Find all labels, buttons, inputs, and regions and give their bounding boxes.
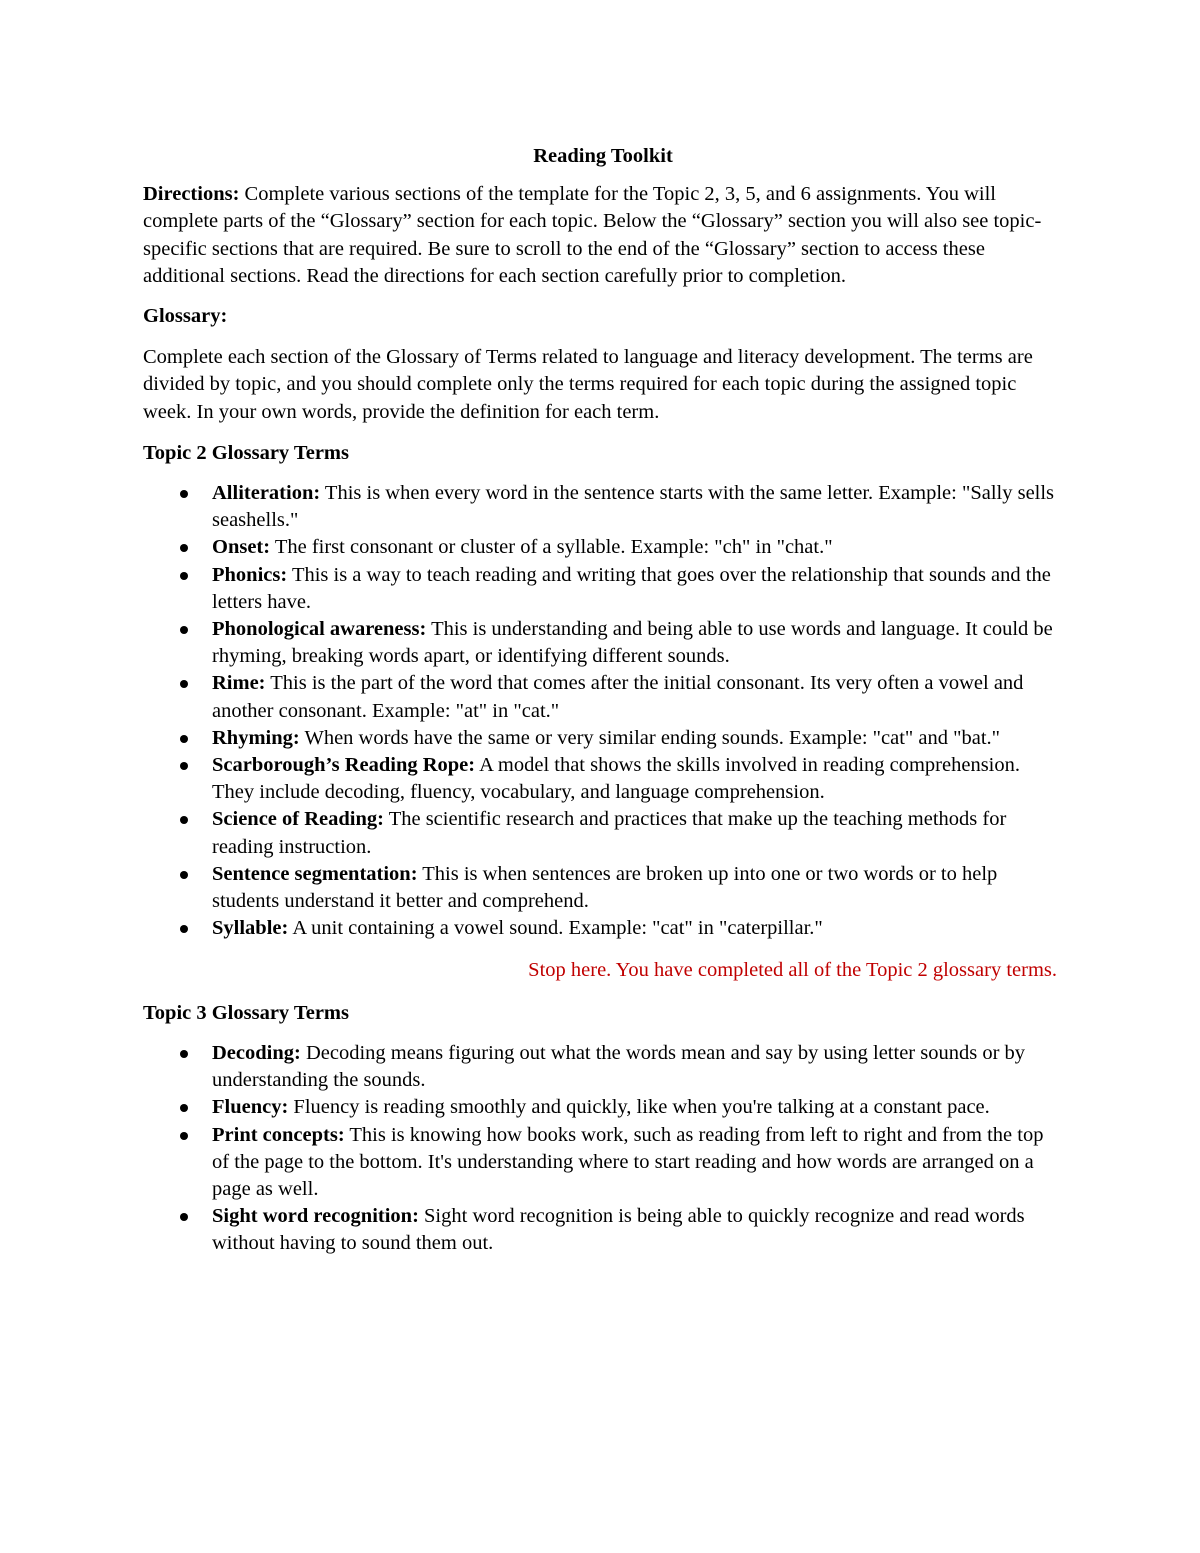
bullet-icon — [180, 762, 188, 770]
document-title: Reading Toolkit — [533, 145, 673, 167]
term-name: Sight word recognition: — [212, 1205, 419, 1228]
list-item — [143, 725, 1063, 752]
list-item — [143, 534, 1063, 561]
term-definition: A model that shows the skills involved in reading comprehension. They include decoding, fluency, vocabulary, and language comprehension. — [212, 754, 1021, 804]
topic-2-heading: Topic 2 Glossary Terms — [143, 441, 349, 464]
bullet-icon — [180, 680, 188, 688]
list-item — [143, 670, 1063, 724]
term-definition: This is when every word in the sentence starts with the same letter. Example: "Sally sells seashells." — [212, 482, 1055, 532]
bullet-icon — [180, 1132, 188, 1140]
term-definition: This is the part of the word that comes after the initial consonant. Its very often a vowel and another consonant. Example: "at" in "cat." — [212, 672, 1024, 722]
bullet-icon — [180, 735, 188, 743]
term-name: Fluency: — [212, 1096, 289, 1119]
term-definition: This is a way to teach reading and writing that goes over the relationship that sounds and the letters have. — [212, 563, 1051, 613]
directions-paragraph — [143, 181, 1063, 290]
term-name: Scarborough’s Reading Rope: — [212, 754, 476, 777]
term-name: Phonological awareness: — [212, 618, 427, 641]
term-name: Science of Reading: — [212, 808, 384, 831]
topic-2-term-list — [143, 480, 1063, 942]
list-item — [143, 806, 1063, 860]
term-definition: Decoding means figuring out what the words mean and say by using letter sounds or by understanding the sounds. — [212, 1041, 1026, 1092]
term-definition: The scientific research and practices that make up the teaching methods for reading instruction. — [212, 808, 1007, 858]
list-item — [143, 861, 1063, 915]
term-name: Rime: — [212, 672, 266, 695]
list-item — [143, 480, 1063, 534]
term-definition: A unit containing a vowel sound. Example: "cat" in "caterpillar." — [288, 917, 823, 940]
term-name: Alliteration: — [212, 482, 321, 505]
glossary-intro: Complete each section of the Glossary of Terms related to language and literacy development. The terms are divided by topic, and you should complete only the terms required for each topic during the assigned topic week. In your own words, provide the definition for each term. — [143, 346, 1033, 423]
topic-3-heading: Topic 3 Glossary Terms — [143, 1001, 349, 1024]
bullet-icon — [180, 572, 188, 580]
bullet-icon — [180, 1213, 188, 1221]
bullet-icon — [180, 490, 188, 498]
bullet-icon — [180, 816, 188, 824]
bullet-icon — [180, 544, 188, 552]
term-definition: This is when sentences are broken up into one or two words or to help students understand it better and comprehend. — [212, 862, 998, 913]
list-item — [143, 915, 1063, 942]
term-definition: Sight word recognition is being able to quickly recognize and read words without having to sound them out. — [212, 1205, 1025, 1255]
term-name: Sentence segmentation: — [212, 862, 418, 885]
term-name: Print concepts: — [212, 1123, 345, 1146]
list-item — [143, 1203, 1063, 1257]
term-definition: The first consonant or cluster of a syllable. Example: "ch" in "chat." — [270, 536, 833, 559]
directions-label: Directions: — [143, 183, 240, 206]
list-item — [143, 562, 1063, 616]
bullet-icon — [180, 626, 188, 634]
bullet-icon — [180, 871, 188, 879]
list-item — [143, 616, 1063, 670]
directions-text: Complete various sections of the template for the Topic 2, 3, 5, and 6 assignments. You will complete parts of the “Glossary” section for each topic. Below the “Glossary” section you will also see topic-specific sections that are required. Be sure to scroll to the end of the “Glossary” section to access these additional sections. Read the directions for each section carefully prior to completion. — [143, 183, 1042, 287]
bullet-icon — [180, 925, 188, 933]
glossary-heading: Glossary: — [143, 305, 228, 328]
term-name: Decoding: — [212, 1041, 301, 1064]
bullet-icon — [180, 1050, 188, 1058]
term-definition: This is understanding and being able to use words and language. It could be rhyming, breaking words apart, or identifying different sounds. — [212, 618, 1053, 668]
term-definition: This is knowing how books work, such as reading from left to right and from the top of the page to the bottom. It's understanding where to start reading and how words are arranged on a page as well. — [212, 1123, 1044, 1200]
list-item — [143, 1122, 1063, 1204]
list-item — [143, 1094, 1063, 1121]
document-page — [143, 140, 1063, 1258]
term-name: Syllable: — [212, 917, 289, 940]
topic-2-stop-note: Stop here. You have completed all of the Topic 2 glossary terms. — [528, 959, 1057, 982]
term-definition: Fluency is reading smoothly and quickly, like when you're talking at a constant pace. — [288, 1096, 990, 1119]
term-name: Rhyming: — [212, 726, 300, 749]
topic-3-term-list — [143, 1040, 1063, 1258]
bullet-icon — [180, 1104, 188, 1112]
list-item — [143, 1040, 1063, 1094]
term-definition: When words have the same or very similar ending sounds. Example: "cat" and "bat." — [299, 726, 1001, 749]
term-name: Phonics: — [212, 563, 288, 586]
term-name: Onset: — [212, 536, 271, 559]
list-item — [143, 752, 1063, 806]
